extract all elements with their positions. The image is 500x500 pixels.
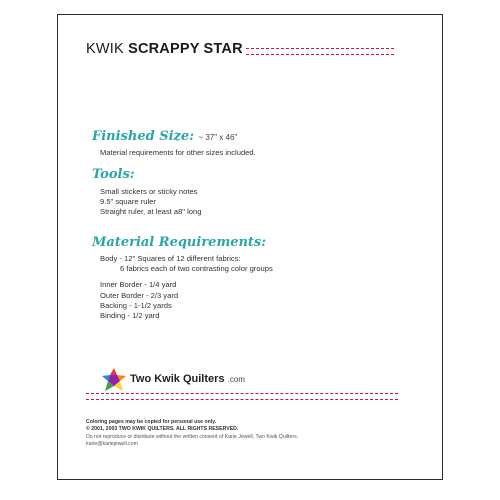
logo-name: Two Kwik Quilters [130,373,225,385]
footer-line-email: karie@kariejewell.com [86,440,138,447]
materials-section [92,233,266,251]
page-title [86,41,243,57]
tools-list [100,187,201,218]
list-item: Straight ruler, at least a8" long [100,207,202,217]
materials-body-sub: 6 fabrics each of two contrasting color groups [120,264,273,274]
finished-size-note-block [100,148,256,158]
document-page [57,14,443,480]
finished-size-heading: Finished Size: [92,129,194,144]
finished-size-section [92,127,237,145]
list-item: Binding - 1/2 yard [100,311,160,321]
tools-section [92,165,135,183]
footer-line-consent: Do not reproduce or distribute without the written consent of Karie Jewell, Two Kwik Quilters. [86,433,299,440]
footer-line-copyright: © 2001, 2003 TWO KWIK QUILTERS. ALL RIGHTS RESERVED. [86,426,239,433]
list-item: Small stickers or sticky notes [100,187,198,196]
materials-body-line: Body - 12" Squares of 12 different fabrics: [100,254,241,263]
logo-wordmark [130,373,245,385]
materials-list [100,254,273,321]
title-prefix: KWIK [86,41,124,57]
footer-line-usage: Coloring pages may be copied for personal use only. [86,419,217,425]
title-main: SCRAPPY STAR [128,41,243,57]
logo-suffix: .com [227,375,245,384]
list-item: Outer Border - 2/3 yard [100,290,179,300]
header-dashed-divider [246,48,394,60]
list-item: Inner Border - 1/4 yard [100,280,177,290]
tools-heading: Tools: [92,167,135,182]
footer-dashed-divider [86,393,398,405]
finished-size-note: Material requirements for other sizes included. [100,148,256,157]
quilt-star-logo-icon [100,367,128,393]
materials-heading: Material Requirements: [92,235,267,250]
list-item: Backing - 1-1/2 yards [100,300,172,310]
list-item: 9.5" square ruler [100,197,156,207]
finished-size-value: ~ 37" x 46" [198,133,238,142]
copyright-footer [86,419,416,448]
